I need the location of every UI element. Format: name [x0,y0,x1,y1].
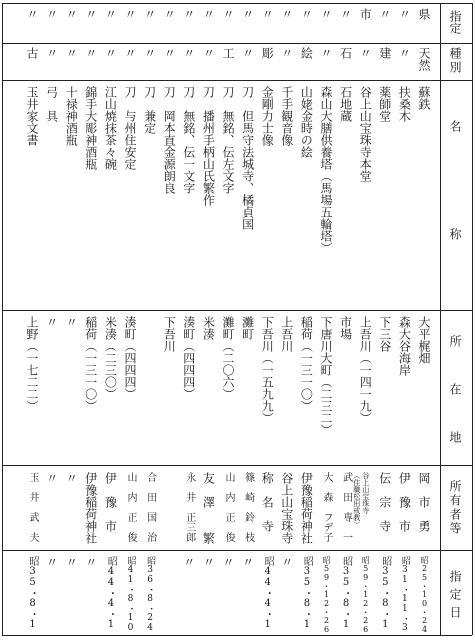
cell-date: 〃 [64,556,79,568]
cell-location: 湊町（四四四） [181,316,196,400]
header-column-divider [440,3,441,635]
cell-location: 下吾川 [162,316,177,352]
cell-location: 米湊（二三〇） [103,316,118,400]
cell-kubun: 〃 [377,8,392,20]
cell-location: 上吾川 [279,316,294,352]
table-border-bottom [2,635,472,636]
cell-location: 上吾川（一四一九） [358,316,373,424]
cell-date: 昭35・8・1 [301,556,313,630]
row-divider-owner [2,550,472,551]
cell-owner: 伊豫稲荷神社 [299,472,314,544]
cell-owner: 伊豫稲荷神社 [83,472,98,544]
cell-shubetsu: 彫 [260,47,275,59]
cell-location: 市場 [338,316,353,340]
header-shubetsu: 種別 [448,47,462,75]
cell-owner: 伝 宗 寺 [377,472,392,532]
cell-location: 湊町（四四四） [123,316,137,400]
header-owner: 所有者等 [448,480,462,536]
cell-name: 山姥金時の絵 [299,86,314,158]
cell-name: 扶桑木 [397,86,412,122]
cell-name: 玉井家文書 [25,86,39,146]
cell-shubetsu: 〃 [181,47,196,59]
cell-location: 大平梶畑 [417,316,431,364]
cell-owner: 山 内 正 俊 [223,472,234,542]
cell-date: 昭59・12・26 [322,556,331,634]
cell-shubetsu: 〃 [319,47,333,59]
cell-kubun: 〃 [319,8,333,20]
cell-shubetsu: 天然 [417,47,431,71]
cell-location: 下唐川大町（二三二） [319,316,333,436]
cell-kubun: 〃 [44,8,59,20]
cell-location: 〃 [44,316,59,328]
cell-owner: 大 森 フデ子 [321,472,332,542]
table-border-top [2,3,472,4]
cell-shubetsu: 工 [221,47,235,59]
cell-owner: 称 名 寺 [260,472,275,532]
cell-owner: 玉 井 武 夫 [27,472,38,542]
cell-kubun: 〃 [279,8,294,20]
cell-owner: 〃 [44,472,59,484]
cell-kubun: 〃 [83,8,98,20]
cell-kubun: 〃 [201,8,216,20]
cell-name: 谷上山宝珠寺本堂 [358,86,373,182]
cell-name: 刀 与州住安定 [123,86,137,170]
cell-shubetsu: 〃 [103,47,118,59]
cell-kubun: 〃 [221,8,235,20]
cell-date: 昭59・12・26 [361,556,371,634]
cell-owner: 谷上山宝珠寺 [279,472,294,544]
cell-owner: 山 内 正 俊 [125,472,136,542]
cell-location: 米湊 [201,316,216,340]
cell-name: 金剛力士像 [260,86,275,146]
cell-kubun: 〃 [25,8,39,20]
cell-kubun: 〃 [181,8,196,20]
cell-shubetsu: 〃 [123,47,137,59]
cell-owner: 岡 市 勇 [417,472,431,532]
cell-shubetsu: 石 [338,47,353,59]
cell-kubun: 県 [417,8,431,20]
cell-shubetsu: 〃 [397,47,412,59]
cell-location: 森大谷海岸 [397,316,412,376]
header-kubun: 指定 [448,10,462,34]
cell-name: 千手観音像 [279,86,294,146]
cell-owner: 武 田 専 一 [340,472,352,542]
cell-shubetsu: 建 [377,47,392,59]
cell-location: 灘町（二〇六） [221,316,235,400]
cell-location: 稲荷（一三一〇） [83,316,98,412]
cell-name: 錦手大彫神酒瓶 [83,86,98,170]
cell-date: 〃 [240,556,255,568]
cell-shubetsu: 〃 [358,47,373,59]
cell-date: 昭44・4・1 [105,556,117,630]
cell-location: 下吾川（一五九九） [260,316,275,424]
cell-name: 刀 無銘、伝一文字 [181,86,196,194]
cell-date: 〃 [181,556,196,568]
cell-name: 森山大膳供養塔（馬場五輪塔） [319,86,333,254]
cell-location: 灘町 [240,316,255,340]
cell-name: 江山焼抹茶々碗 [103,86,118,170]
cell-owner: 篠 崎 鈴 枝 [242,472,254,542]
row-divider-shubetsu [2,80,472,81]
cell-location: 〃 [64,316,79,328]
cell-kubun: 〃 [338,8,353,20]
cell-owner: 合 田 国 治 [144,472,156,542]
cell-date: 昭35・8・1 [340,556,352,630]
cell-date: 昭25・10・24 [420,556,429,634]
cell-shubetsu: 〃 [83,47,98,59]
cell-kubun: 〃 [103,8,118,20]
cell-owner: 永 井 正三郎 [183,472,195,542]
table-border-left [2,3,3,635]
cell-kubun: 〃 [260,8,275,20]
cell-location: 上野（一七二二） [25,316,39,412]
cell-kubun: 〃 [299,8,314,20]
cell-name: 刀 播州手柄山氏繁作 [201,86,216,206]
row-divider-name [2,310,472,311]
cell-kubun: 〃 [397,8,412,20]
cell-date: 昭36・8・24 [145,556,156,633]
cell-date: 昭35・8・1 [379,556,391,630]
cell-name: 刀 兼定 [142,86,157,134]
table-border-right [472,3,473,635]
cell-kubun: 〃 [162,8,177,20]
cell-location: 下三谷 [377,316,392,352]
cell-name: 薬師堂 [377,86,392,122]
cell-date: 〃 [221,556,235,568]
cell-shubetsu: 〃 [142,47,157,59]
cell-date: 昭35・8・1 [27,556,38,630]
cell-owner: 友 澤 繁 [201,472,216,544]
cell-kubun: 〃 [240,8,255,20]
register-table: 指定 種別 名称 所在地 所有者等 指定日 県 天然 蘇鉄 大平梶畑 岡 市 勇 昭25・10・24 〃 〃 扶桑木 森大谷海岸 伊 豫 市 昭31・11・3 〃 建 薬師堂 下三谷 伝 宗 寺 昭35・8・1 市 〃 谷上山宝珠寺本堂 上吾川（一四一九） 谷上山宝珠寺 （住職松田戒教） 昭59・12・26 〃 石 石地蔵 市場 武 田 専 一 昭35・8・1 〃 〃 森山大膳供養塔（馬場五輪塔） 下唐川大町（二三二） 大 森 フデ子 昭59・12・26 〃 絵 山姥金時の絵 稲荷（一三一〇） 伊豫稲荷神社 昭35・8・1 〃 〃 千手観音像 上吾川 谷上山宝珠寺 〃 〃 彫 金剛力士像 下吾川（一五九九） 称 名 寺 昭44・4・1 〃 〃 刀 但馬守法城寺、橘貞国 灘町 篠 崎 鈴 枝 〃 〃 工 刀 無銘、伝左文字 灘町（二〇六） 山 内 正 俊 〃 〃 〃 刀 播州手柄山氏繁作 米湊 友 澤 繁 〃 〃 〃 刀 無銘、伝一文字 湊町（四四四） 永 井 正三郎 〃 〃 〃 刀 岡本直金源朗良 下吾川 〃 〃 刀 兼定 合 田 国 治 昭36・8・24 〃 〃 刀 与州住安定 湊町（四四四） 山 内 正 俊 昭41・8・10 〃 〃 江山焼抹茶々碗 米湊（二三〇） 伊 豫 市 昭44・4・1 〃 〃 錦手大彫神酒瓶 稲荷（一三一〇） 伊豫稲荷神社 〃 〃 〃 十禄神酒瓶 〃 〃 〃 〃 〃 弓 具 〃 〃 〃 〃 古 玉井家文書 上野（一七二二） 玉 井 武 夫 昭35・8・1 [0,0,475,640]
cell-kubun: 〃 [123,8,137,20]
cell-date: 〃 [44,556,59,568]
cell-date: 〃 [279,556,294,568]
cell-name: 弓 具 [44,86,59,122]
cell-kubun: 〃 [142,8,157,20]
cell-owner: 伊 豫 市 [103,472,118,532]
cell-shubetsu: 絵 [299,47,314,59]
cell-kubun: 市 [358,8,373,20]
cell-date: 昭31・11・3 [399,556,410,633]
cell-shubetsu: 〃 [162,47,177,59]
cell-name: 十禄神酒瓶 [64,86,79,146]
cell-name: 刀 但馬守法城寺、橘貞国 [240,86,255,230]
cell-name: 石地蔵 [338,86,353,122]
row-divider-kubun [2,43,472,44]
cell-shubetsu: 〃 [240,47,255,59]
cell-date: 昭41・8・10 [125,556,136,633]
cell-location: 稲荷（一三一〇） [299,316,314,412]
header-name: 名称 [448,120,462,336]
header-date: 指定日 [448,570,462,624]
cell-shubetsu: 〃 [44,47,59,59]
cell-date: 〃 [201,556,216,568]
row-divider-location [2,465,472,466]
cell-name: 刀 岡本直金源朗良 [162,86,177,194]
cell-name: 刀 無銘、伝左文字 [221,86,235,194]
cell-owner: 〃 [64,472,79,484]
cell-kubun: 〃 [64,8,79,20]
cell-shubetsu: 〃 [64,47,79,59]
cell-date: 〃 [83,556,98,568]
cell-date: 昭44・4・1 [262,556,274,630]
cell-name: 蘇鉄 [417,86,431,110]
cell-shubetsu: 〃 [279,47,294,59]
cell-shubetsu: 〃 [201,47,216,59]
header-location: 所在地 [448,335,462,479]
cell-shubetsu: 古 [25,47,39,59]
cell-owner: 伊 豫 市 [397,472,412,532]
